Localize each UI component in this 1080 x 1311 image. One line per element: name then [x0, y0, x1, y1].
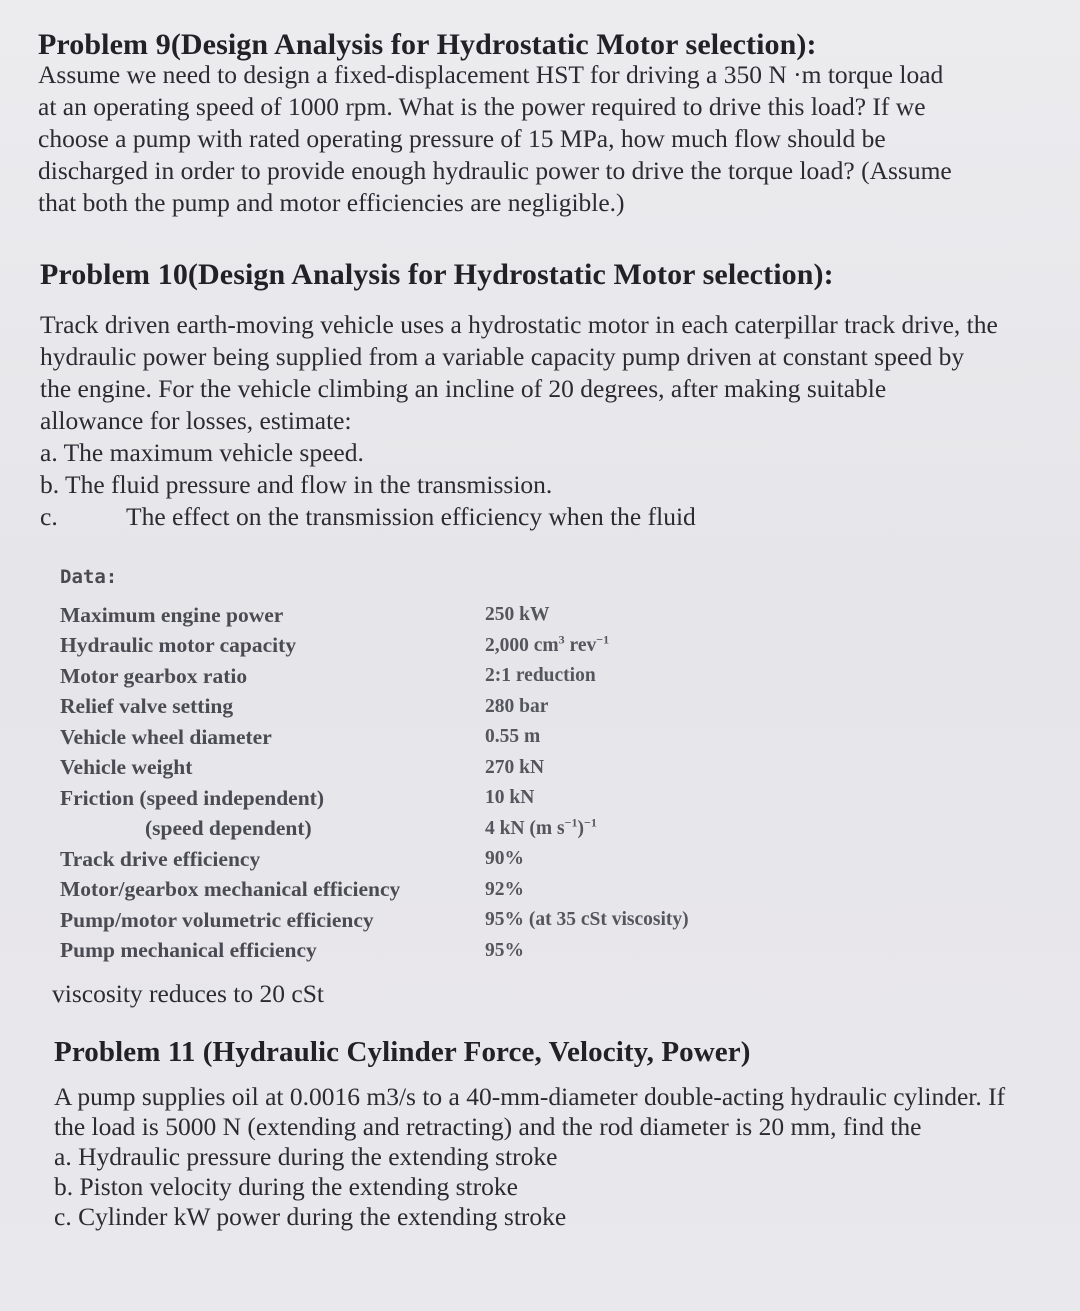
problem11-line-2: the load is 5000 N (extending and retracting) and the rod diameter is 20 mm, find the	[54, 1112, 922, 1141]
problem10-line-2: hydraulic power being supplied from a variable capacity pump driven at constant speed by	[40, 342, 965, 371]
data-row	[60, 905, 760, 936]
problem10-item-a: a. The maximum vehicle speed.	[40, 438, 364, 467]
data-value: 92%	[485, 878, 524, 900]
problem10-item-c-text: The effect on the transmission efficiency when the fluid	[126, 502, 696, 531]
problem10-tail: viscosity reduces to 20 cSt	[52, 979, 324, 1008]
data-label: Vehicle weight	[60, 755, 193, 780]
problem9-heading: Problem 9(Design Analysis for Hydrostatic Motor selection):	[38, 28, 817, 61]
data-row	[60, 783, 760, 814]
data-label: Vehicle wheel diameter	[60, 724, 272, 749]
data-label: Motor gearbox ratio	[60, 663, 248, 688]
data-row	[60, 722, 760, 753]
problem11-body	[54, 1082, 1005, 1232]
problem9-line-5: that both the pump and motor efficiencies are negligible.)	[38, 188, 625, 217]
data-value-part: 2,000 cm	[485, 634, 559, 656]
data-value: 270 kN	[485, 756, 545, 778]
problem9-line-3: choose a pump with rated operating pressure of 15 MPa, how much flow should be	[38, 124, 886, 153]
data-row	[60, 875, 760, 906]
problem10-data-table	[60, 566, 760, 966]
problem9-line-1: Assume we need to design a fixed-displacement HST for driving a 350 N ·m torque load	[38, 60, 944, 89]
data-value: 280 bar	[485, 695, 549, 717]
problem11-heading: Problem 11 (Hydraulic Cylinder Force, Velocity, Power)	[54, 1036, 751, 1068]
problem10-item-c-label: c.	[40, 502, 58, 531]
data-value	[485, 632, 610, 657]
data-row	[60, 844, 760, 875]
data-row	[60, 631, 760, 662]
data-value-sup: −1	[596, 632, 610, 647]
data-value: 2:1 reduction	[485, 665, 596, 687]
data-label: Relief valve setting	[60, 694, 234, 719]
data-value-part: rev	[564, 634, 597, 656]
data-row	[60, 661, 760, 692]
data-label: Track drive efficiency	[60, 846, 261, 871]
data-value: 250 kW	[485, 604, 550, 626]
problem9-line-2: at an operating speed of 1000 rpm. What is the power required to drive this load? If we	[38, 92, 926, 121]
data-row	[60, 753, 760, 784]
data-label: Hydraulic motor capacity	[60, 633, 297, 658]
data-row	[60, 814, 760, 845]
problem9-body	[38, 59, 952, 219]
data-row	[60, 692, 760, 723]
problem11-item-b: b. Piston velocity during the extending stroke	[54, 1172, 518, 1201]
data-value: 0.55 m	[485, 726, 541, 748]
data-label: Pump mechanical efficiency	[60, 938, 317, 963]
data-value-sup: −1	[564, 815, 578, 830]
problem10-item-c	[40, 501, 998, 533]
data-value-sup: 3	[558, 632, 565, 647]
data-value-sup: −1	[583, 815, 597, 830]
data-value-part: 4 kN (m s	[485, 817, 565, 839]
data-row	[60, 936, 760, 967]
problem11-item-a: a. Hydraulic pressure during the extending stroke	[54, 1142, 558, 1171]
data-label: Maximum engine power	[60, 602, 284, 627]
data-value: 10 kN	[485, 787, 535, 809]
problem9-line-4: discharged in order to provide enough hydraulic power to drive the torque load? (Assume	[38, 156, 952, 185]
data-value: 90%	[485, 848, 524, 870]
data-label: (speed dependent)	[145, 816, 312, 841]
data-table-title: Data:	[60, 566, 118, 588]
data-value-part: )	[577, 817, 584, 839]
problem10-heading: Problem 10(Design Analysis for Hydrostatic Motor selection):	[40, 258, 834, 291]
data-value: 95%	[485, 939, 524, 961]
problem10-line-3: the engine. For the vehicle climbing an incline of 20 degrees, after making suitable	[40, 374, 887, 403]
data-value: 95% (at 35 cSt viscosity)	[485, 909, 689, 931]
data-row	[60, 600, 760, 631]
problem10-line-4: allowance for losses, estimate:	[40, 406, 352, 435]
data-label: Friction (speed independent)	[60, 785, 324, 810]
problem10-item-b: b. The fluid pressure and flow in the transmission.	[40, 470, 553, 499]
data-value	[485, 815, 597, 840]
problem11-item-c: c. Cylinder kW power during the extending stroke	[54, 1202, 567, 1231]
problem11-line-1: A pump supplies oil at 0.0016 m3/s to a 40-mm-diameter double-acting hydraulic cylinder. If	[54, 1082, 1006, 1111]
problem10-body	[40, 309, 998, 533]
data-label: Pump/motor volumetric efficiency	[60, 907, 374, 932]
problem10-line-1: Track driven earth-moving vehicle uses a hydrostatic motor in each caterpillar track drive, the	[40, 310, 998, 339]
data-label: Motor/gearbox mechanical efficiency	[60, 877, 401, 902]
